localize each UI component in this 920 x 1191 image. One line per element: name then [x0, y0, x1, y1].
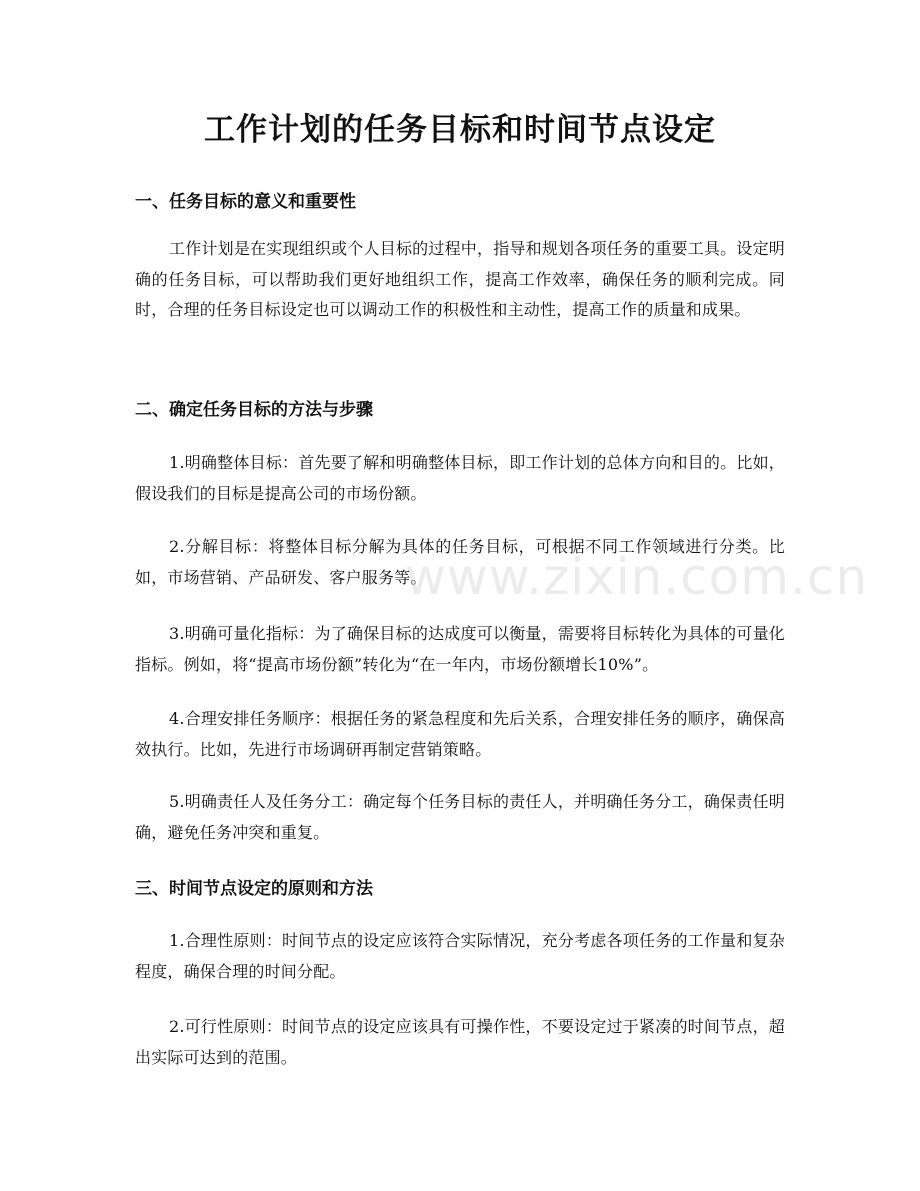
section-2-paragraph-2: 2.分解目标：将整体目标分解为具体的任务目标，可根据不同工作领域进行分类。比如，市场营销、产品研发、客户服务等。 — [135, 537, 785, 587]
section-2-paragraph-3: 3.明确可量化指标：为了确保目标的达成度可以衡量，需要将目标转化为具体的可量化指标。例如，将“提高市场份额”转化为“在一年内，市场份额增长10%”。 — [135, 624, 785, 674]
section-1-paragraph-1: 工作计划是在实现组织或个人目标的过程中，指导和规划各项任务的重要工具。设定明确的任务目标，可以帮助我们更好地组织工作，提高工作效率，确保任务的顺利完成。同时，合理的任务目标设定也可以调动工作的积极性和主动性，提高工作的质量和成果。 — [135, 239, 785, 319]
section-2-paragraph-5: 5.明确责任人及任务分工：确定每个任务目标的责任人，并明确任务分工，确保责任明确，避免任务冲突和重复。 — [135, 792, 785, 842]
watermark: www.zixin.com.cn — [405, 548, 869, 606]
section-3-paragraph-1: 1.合理性原则：时间节点的设定应该符合实际情况，充分考虑各项任务的工作量和复杂程度，确保合理的时间分配。 — [135, 931, 785, 981]
section-3-paragraph-2: 2.可行性原则：时间节点的设定应该具有可操作性，不要设定过于紧凑的时间节点，超出实际可达到的范围。 — [135, 1017, 785, 1067]
section-1-heading: 一、任务目标的意义和重要性 — [135, 192, 356, 212]
section-2-paragraph-4: 4.合理安排任务顺序：根据任务的紧急程度和先后关系，合理安排任务的顺序，确保高效执行。比如，先进行市场调研再制定营销策略。 — [135, 709, 785, 759]
section-2-heading: 二、确定任务目标的方法与步骤 — [135, 400, 373, 420]
document-title: 工作计划的任务目标和时间节点设定 — [204, 112, 716, 148]
section-3-heading: 三、时间节点设定的原则和方法 — [135, 879, 373, 899]
section-2-paragraph-1: 1.明确整体目标：首先要了解和明确整体目标，即工作计划的总体方向和目的。比如，假设我们的目标是提高公司的市场份额。 — [135, 453, 785, 503]
